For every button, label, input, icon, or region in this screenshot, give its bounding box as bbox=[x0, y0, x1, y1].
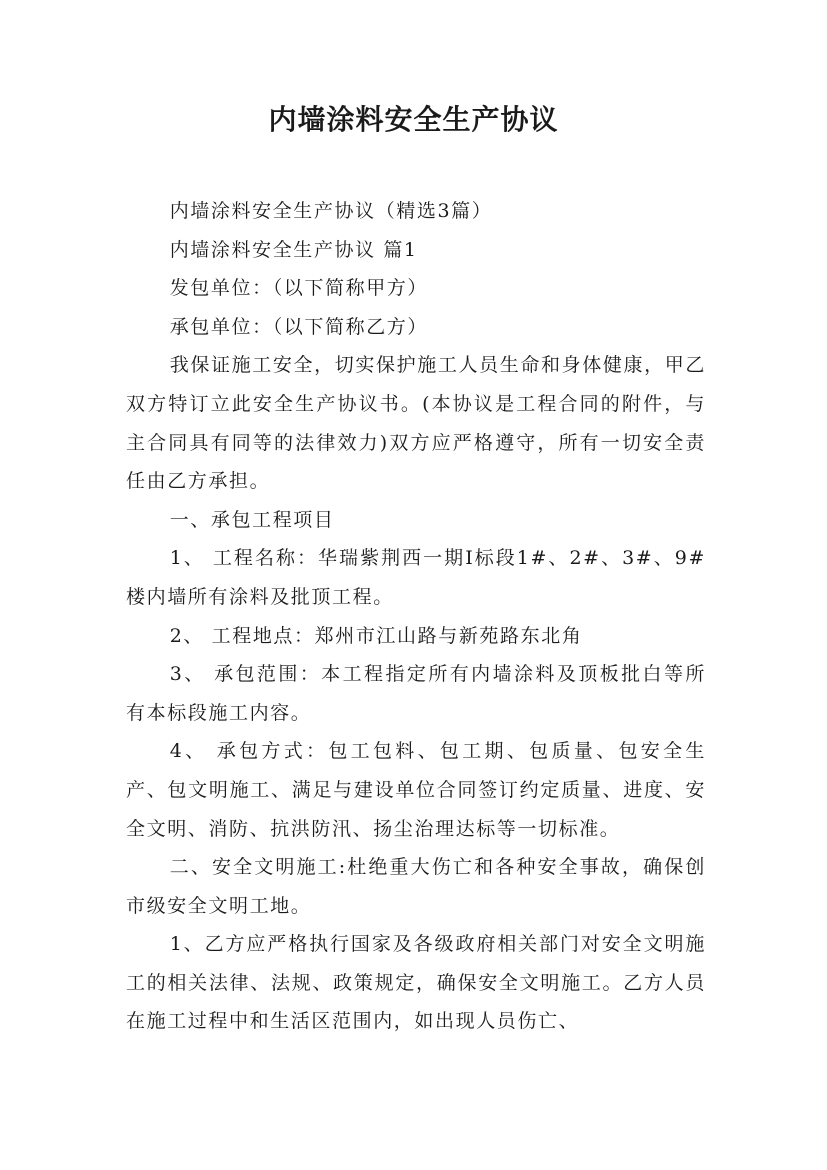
paragraph-heading-safety: 二、安全文明施工:杜绝重大伤亡和各种安全事故，确保创市级安全文明工地。 bbox=[126, 856, 706, 917]
paragraph-employer: 发包单位：（以下简称甲方） bbox=[169, 277, 428, 300]
paragraph-contract-method: 4、 承包方式：包工包料、包工期、包质量、包安全生产、包文明施工、满足与建设单位合同签订约定质量、进度、安全文明、消防、抗洪防汛、扬尘治理达标等一切标准。 bbox=[126, 740, 706, 840]
paragraph-intro: 我保证施工安全，切实保护施工人员生命和身体健康，甲乙双方特订立此安全生产协议书。(本协议是工程合同的附件，与主合同具有同等的法律效力)双方应严格遵守，所有一切安全责任由乙方承担。 bbox=[126, 354, 706, 493]
document-body bbox=[126, 192, 706, 1041]
paragraph-project-location: 2、 工程地点：郑州市江山路与新苑路东北角 bbox=[169, 624, 583, 647]
document-title: 内墙涂料安全生产协议 bbox=[268, 103, 559, 136]
paragraph-subtitle: 内墙涂料安全生产协议（精选3篇） bbox=[169, 200, 493, 222]
paragraph-heading-project: 一、承包工程项目 bbox=[169, 508, 335, 531]
paragraph-project-name: 1、 工程名称：华瑞紫荆西一期Ⅰ标段1#、2#、3#、9#楼内墙所有涂料及批顶工程。 bbox=[126, 547, 706, 608]
paragraph-section-heading: 内墙涂料安全生产协议 篇1 bbox=[169, 238, 418, 261]
paragraph-project-scope: 3、 承包范围：本工程指定所有内墙涂料及顶板批白等所有本标段施工内容。 bbox=[126, 663, 706, 724]
paragraph-contractor: 承包单位：（以下简称乙方） bbox=[169, 315, 428, 338]
paragraph-safety-rule-1: 1、乙方应严格执行国家及各级政府相关部门对安全文明施工的相关法律、法规、政策规定，确保安全文明施工。乙方人员在施工过程中和生活区范围内，如出现人员伤亡、 bbox=[126, 933, 706, 1033]
